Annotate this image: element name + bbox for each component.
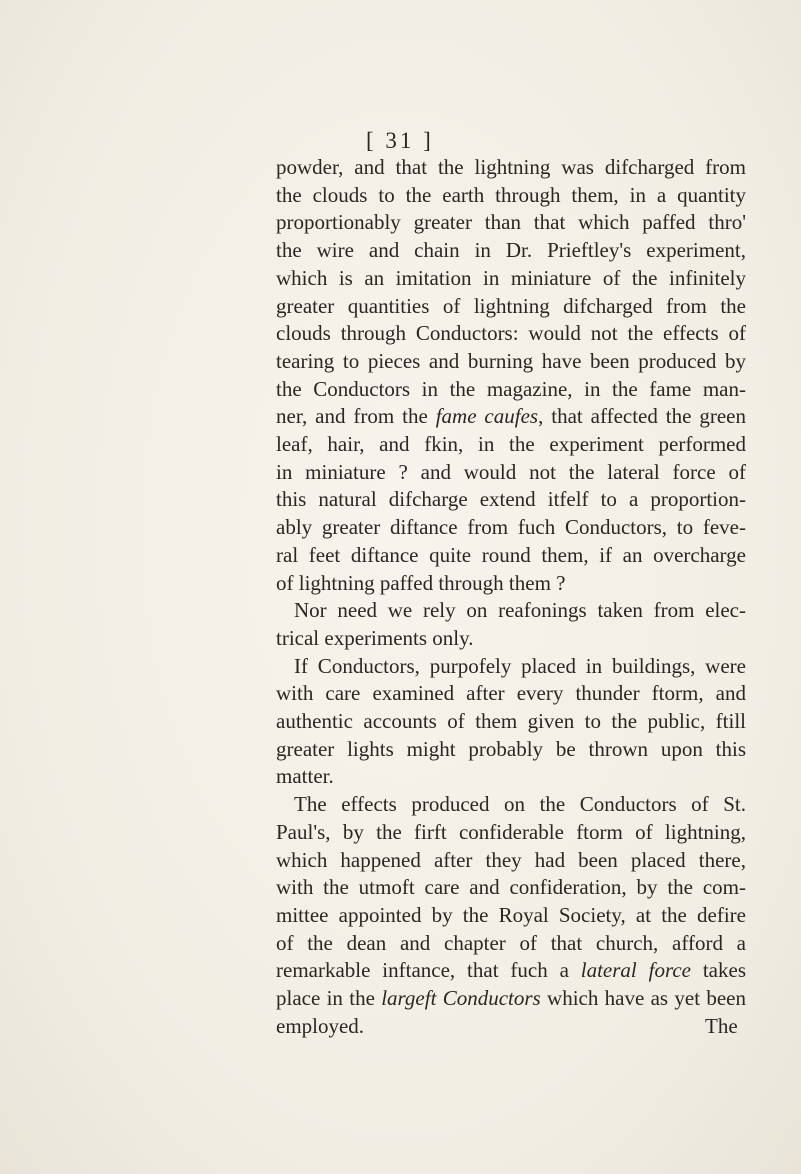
text-line: ably greater diftance from fuch Conductors, to feve- [276, 515, 746, 540]
text-line: employed. [276, 1013, 365, 1038]
text-line: which happened after they had been placed there, [276, 847, 746, 872]
italic-phrase: largeft Conductors [381, 986, 541, 1011]
text-line: place in the largeft Conductors which have as yet been [276, 986, 746, 1011]
text-line: which is an imitation in miniature of the infinitely [276, 265, 746, 290]
italic-phrase: fame caufes [435, 404, 539, 429]
text-line: leaf, hair, and fkin, in the experiment performed [276, 432, 746, 457]
text-line: authentic accounts of them given to the public, ftill [276, 709, 746, 734]
paragraph-first-line: The effects produced on the Conductors of St. [294, 792, 746, 817]
text-line: Paul's, by the firft confiderable ftorm of lightning, [276, 819, 746, 844]
text-line: ral feet diftance quite round them, if an overcharge [276, 542, 746, 567]
catchword: The [705, 1014, 738, 1038]
text-line: this natural difcharge extend itfelf to a proportion- [276, 487, 746, 512]
text-line: matter. [276, 764, 334, 789]
text-line: powder, and that the lightning was difcharged from [276, 155, 746, 179]
text-line: with the utmoft care and confideration, by the com- [276, 875, 746, 900]
text-line: with care examined after every thunder ftorm, and [276, 681, 746, 706]
body-text [276, 154, 746, 1041]
text-line: ner, and from the fame caufes, that affected the green [276, 404, 746, 429]
text-line: tearing to pieces and burning have been produced by [276, 348, 746, 373]
text-line: trical experiments only. [276, 625, 474, 650]
text-line: greater quantities of lightning difcharged from the [276, 293, 746, 318]
paragraph-first-line: If Conductors, purpofely placed in buildings, were [294, 653, 746, 678]
text-line: clouds through Conductors: would not the effects of [276, 321, 746, 346]
text-line: of the dean and chapter of that church, afford a [276, 930, 746, 955]
text-line: greater lights might probably be thrown upon this [276, 736, 746, 761]
text-line: the wire and chain in Dr. Prieftley's experiment, [276, 238, 746, 263]
text-line: proportionably greater than that which paffed thro' [276, 210, 746, 235]
paragraph-first-line: Nor need we rely on reafonings taken from elec- [294, 598, 746, 623]
text-line: the clouds to the earth through them, in a quantity [276, 182, 746, 207]
italic-phrase: lateral force [580, 958, 691, 983]
text-line: of lightning paffed through them ? [276, 570, 566, 595]
page-number: [ 31 ] [366, 128, 434, 153]
text-line: mittee appointed by the Royal Society, at the defire [276, 902, 746, 927]
text-line: in miniature ? and would not the lateral force of [276, 459, 746, 484]
text-line: remarkable inftance, that fuch a lateral force takes [276, 958, 746, 983]
text-line: the Conductors in the magazine, in the fame man- [276, 376, 746, 401]
